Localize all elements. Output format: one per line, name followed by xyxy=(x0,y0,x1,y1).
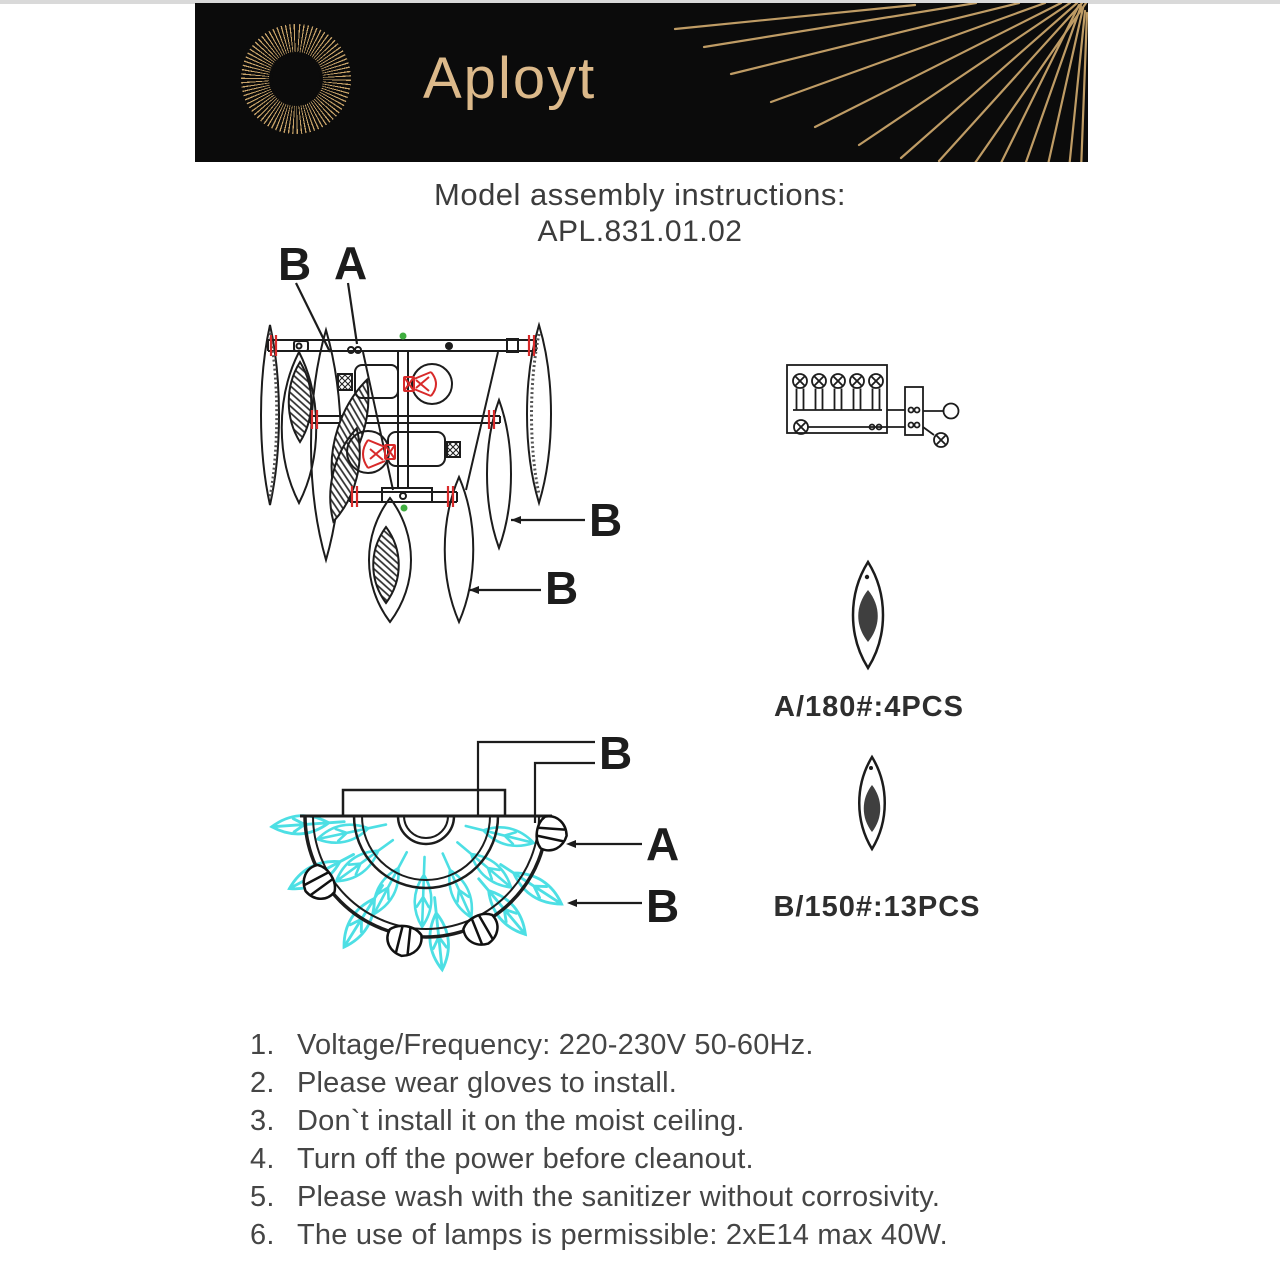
bottom-view-diagram xyxy=(271,727,679,971)
item-text: Don`t install it on the moist ceiling. xyxy=(297,1105,745,1137)
arrowhead xyxy=(511,516,521,524)
part-a-label: A/180#:4PCS xyxy=(774,691,964,723)
part-b-sample xyxy=(773,757,980,923)
bottom-label-a: A xyxy=(646,818,680,870)
hole-dot xyxy=(865,575,869,579)
instruction-item xyxy=(250,1102,1080,1140)
bottom-label-b: B xyxy=(646,880,680,932)
bottom-label-b-top: B xyxy=(599,727,633,779)
item-text: The use of lamps is permissible: 2xE14 max 40W. xyxy=(297,1219,948,1251)
item-number: 1. xyxy=(250,1029,275,1061)
item-number: 5. xyxy=(250,1181,275,1213)
green-marker-dot xyxy=(400,333,407,340)
title-line-1: Model assembly instructions: xyxy=(434,177,846,212)
item-text: Turn off the power before cleanout. xyxy=(297,1143,754,1175)
instruction-item xyxy=(250,1216,1080,1254)
item-number: 6. xyxy=(250,1219,275,1251)
part-a-sample xyxy=(774,562,964,723)
item-text: Please wear gloves to install. xyxy=(297,1067,677,1099)
arrowhead xyxy=(566,840,576,848)
side-label-a-top: A xyxy=(334,237,368,289)
side-label-b-top: B xyxy=(278,238,312,290)
crystal-petals xyxy=(261,325,551,622)
instruction-item xyxy=(250,1140,1080,1178)
item-number: 3. xyxy=(250,1105,275,1137)
green-marker-dot xyxy=(401,505,408,512)
instruction-item xyxy=(250,1178,1080,1216)
wiring-diagram xyxy=(787,365,959,447)
arrowhead xyxy=(567,899,577,907)
instruction-list xyxy=(250,1026,1080,1254)
side-view-diagram xyxy=(261,237,622,622)
brand-name: Aployt xyxy=(423,46,597,111)
screw-dot xyxy=(445,342,453,350)
item-number: 2. xyxy=(250,1067,275,1099)
item-text: Please wash with the sanitizer without corrosivity. xyxy=(297,1181,941,1213)
instruction-item xyxy=(250,1064,1080,1102)
side-label-b-lower: B xyxy=(545,562,579,614)
model-number: APL.831.01.02 xyxy=(537,215,743,248)
item-text: Voltage/Frequency: 220-230V 50-60Hz. xyxy=(297,1029,814,1061)
item-number: 4. xyxy=(250,1143,275,1175)
instruction-item xyxy=(250,1026,1080,1064)
part-b-label: B/150#:13PCS xyxy=(773,891,981,923)
earth-terminal xyxy=(944,404,959,419)
side-label-b-upper: B xyxy=(589,494,623,546)
hole-dot xyxy=(869,766,873,770)
